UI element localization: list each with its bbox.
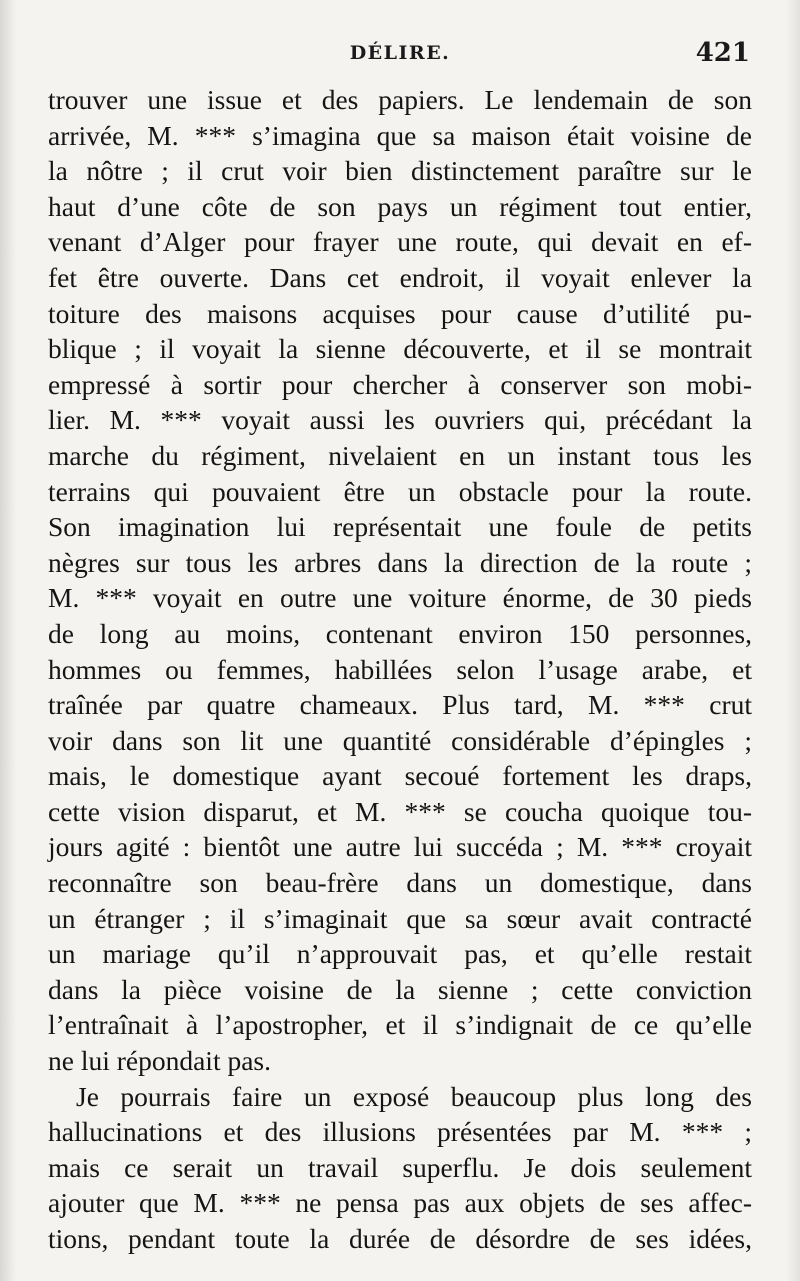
body-text <box>48 82 752 1257</box>
text-line: reconnaître son beau-frère dans un domestique, dans <box>48 867 752 899</box>
text-line: haut d’une côte de son pays un régiment tout entier, <box>48 190 752 222</box>
running-header <box>0 38 800 72</box>
text-line: venant d’Alger pour frayer une route, qui devait en ef- <box>48 226 752 258</box>
paragraph <box>48 1079 752 1257</box>
text-line: jours agité : bientôt une autre lui succéda ; M. *** croyait <box>48 831 752 863</box>
text-line: fet être ouverte. Dans cet endroit, il voyait enlever la <box>48 261 752 293</box>
text-line: voir dans son lit une quantité considérable d’épingles ; <box>48 724 752 756</box>
text-line: hallucinations et des illusions présentées par M. *** ; <box>48 1116 752 1148</box>
text-line: l’entraînait à l’apostropher, et il s’indignait de ce qu’elle <box>48 1009 752 1041</box>
text-line: la nôtre ; il crut voir bien distinctement paraître sur le <box>48 155 752 187</box>
text-line: nègres sur tous les arbres dans la direction de la route ; <box>48 546 752 578</box>
text-line: traînée par quatre chameaux. Plus tard, M. *** crut <box>48 689 752 721</box>
text-line: lier. M. *** voyait aussi les ouvriers qui, précédant la <box>48 404 752 436</box>
text-line: ne lui répondait pas. <box>48 1045 271 1077</box>
text-line: dans la pièce voisine de la sienne ; cette conviction <box>48 973 752 1005</box>
text-line: Son imagination lui représentait une foule de petits <box>48 511 752 543</box>
text-line: terrains qui pouvaient être un obstacle pour la route. <box>48 475 752 507</box>
running-title: DÉLIRE. <box>349 42 451 64</box>
text-line: marche du régiment, nivelaient en un instant tous les <box>48 439 752 471</box>
text-line: cette vision disparut, et M. *** se coucha quoique tou- <box>48 795 752 827</box>
text-line: arrivée, M. *** s’imagina que sa maison était voisine de <box>48 119 752 151</box>
text-line: empressé à sortir pour chercher à conserver son mobi- <box>48 368 752 400</box>
text-line: de long au moins, contenant environ 150 personnes, <box>48 617 752 649</box>
text-line: blique ; il voyait la sienne découverte, et il se montrait <box>48 333 752 365</box>
text-line: un mariage qu’il n’approuvait pas, et qu’elle restait <box>48 938 752 970</box>
text-line: toiture des maisons acquises pour cause d’utilité pu- <box>48 297 752 329</box>
text-line: un étranger ; il s’imaginait que sa sœur avait contracté <box>48 902 752 934</box>
paragraph <box>48 82 752 1079</box>
text-line: tions, pendant toute la durée de désordre de ses idées, <box>48 1223 752 1254</box>
page-number: 421 <box>695 38 750 68</box>
text-line: ajouter que M. *** ne pensa pas aux objets de ses affec- <box>48 1187 752 1219</box>
text-line: hommes ou femmes, habillées selon l’usage arabe, et <box>48 653 752 685</box>
text-line: trouver une issue et des papiers. Le lendemain de son <box>48 84 752 115</box>
text-line: M. *** voyait en outre une voiture énorme, de 30 pieds <box>48 582 752 614</box>
text-line: mais, le domestique ayant secoué fortement les draps, <box>48 760 752 792</box>
text-line: mais ce serait un travail superflu. Je dois seulement <box>48 1151 752 1183</box>
text-line: Je pourrais faire un exposé beaucoup plus long des <box>76 1080 752 1112</box>
